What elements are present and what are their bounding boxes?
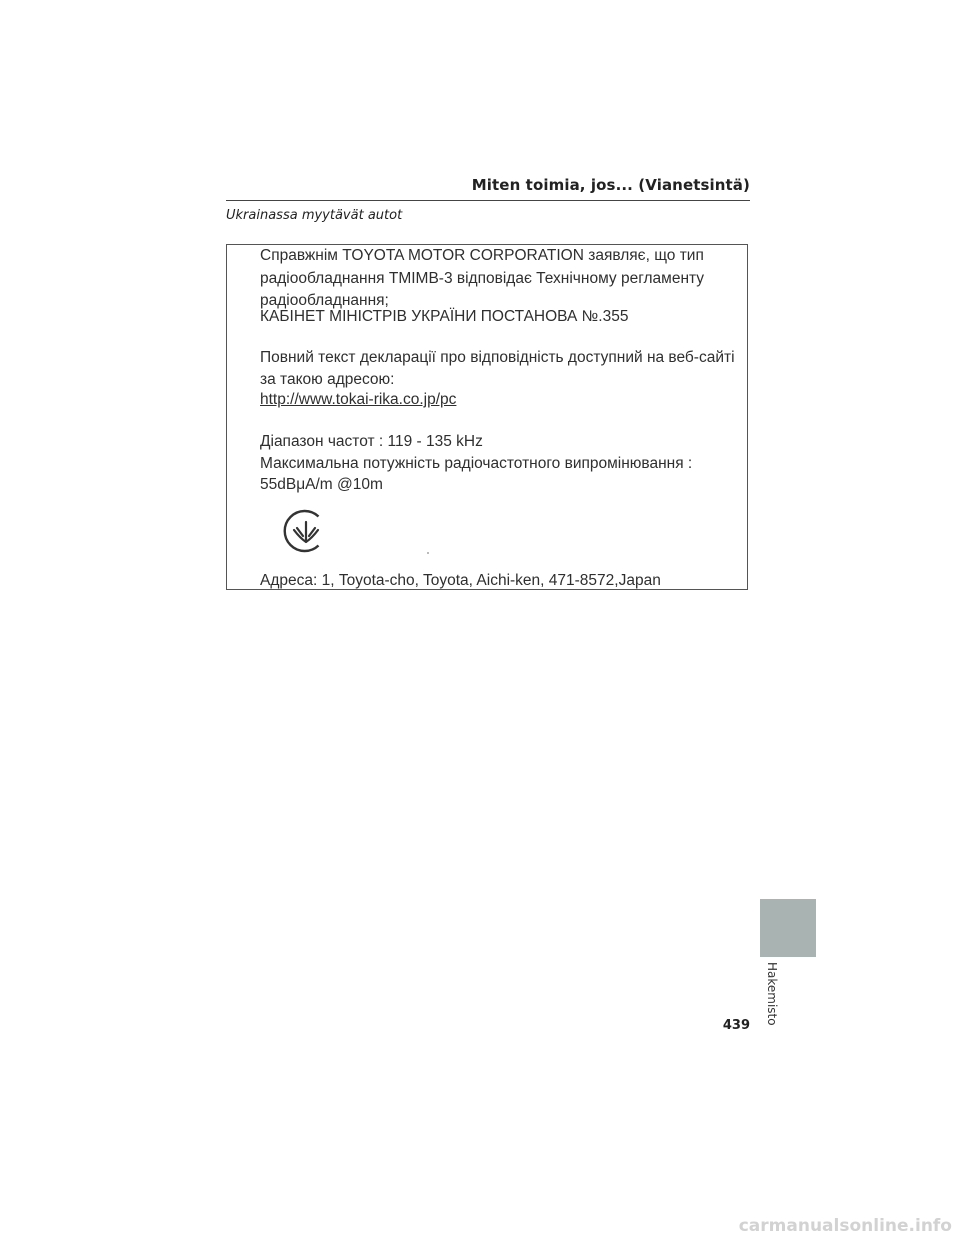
mark: [427, 552, 429, 554]
watermark: carmanualsonline.info: [738, 1216, 952, 1236]
frequency-line: Діапазон частот : 119 - 135 kHz: [260, 433, 483, 450]
side-tab-label: Hakemisto: [765, 962, 779, 1026]
conformity-mark-icon: [282, 507, 330, 555]
declaration-link[interactable]: http://www.tokai-rika.co.jp/pc: [260, 391, 457, 408]
page-number: 439: [722, 1018, 750, 1033]
header-divider: [226, 200, 750, 201]
declaration-line: Справжнім TOYOTA MOTOR CORPORATION заявляє, що тип: [260, 247, 704, 264]
declaration-line: радіообладнання;: [260, 292, 389, 309]
power-value: 55dBμA/m @10m: [260, 476, 383, 493]
declaration-line: за такою адресою:: [260, 371, 395, 388]
index-side-tab[interactable]: [760, 899, 816, 957]
section-title: Ukrainassa myytävät autot: [226, 208, 403, 223]
declaration-line: радіообладнання TMIMB-3 відповідає Технічному регламенту: [260, 270, 705, 287]
chapter-title: Miten toimia, jos... (Vianetsintä): [471, 176, 750, 194]
address-line: Адреса: 1, Toyota-cho, Toyota, Aichi-ken, 471-8572,Japan: [260, 572, 661, 589]
declaration-line: Повний текст декларації про відповідність доступний на веб-сайті: [260, 349, 735, 366]
declaration-line: КАБІНЕТ МІНІСТРІВ УКРАЇНИ ПОСТАНОВА №.355: [260, 308, 629, 325]
power-line: Максимальна потужність радіочастотного випромінювання :: [260, 455, 693, 472]
